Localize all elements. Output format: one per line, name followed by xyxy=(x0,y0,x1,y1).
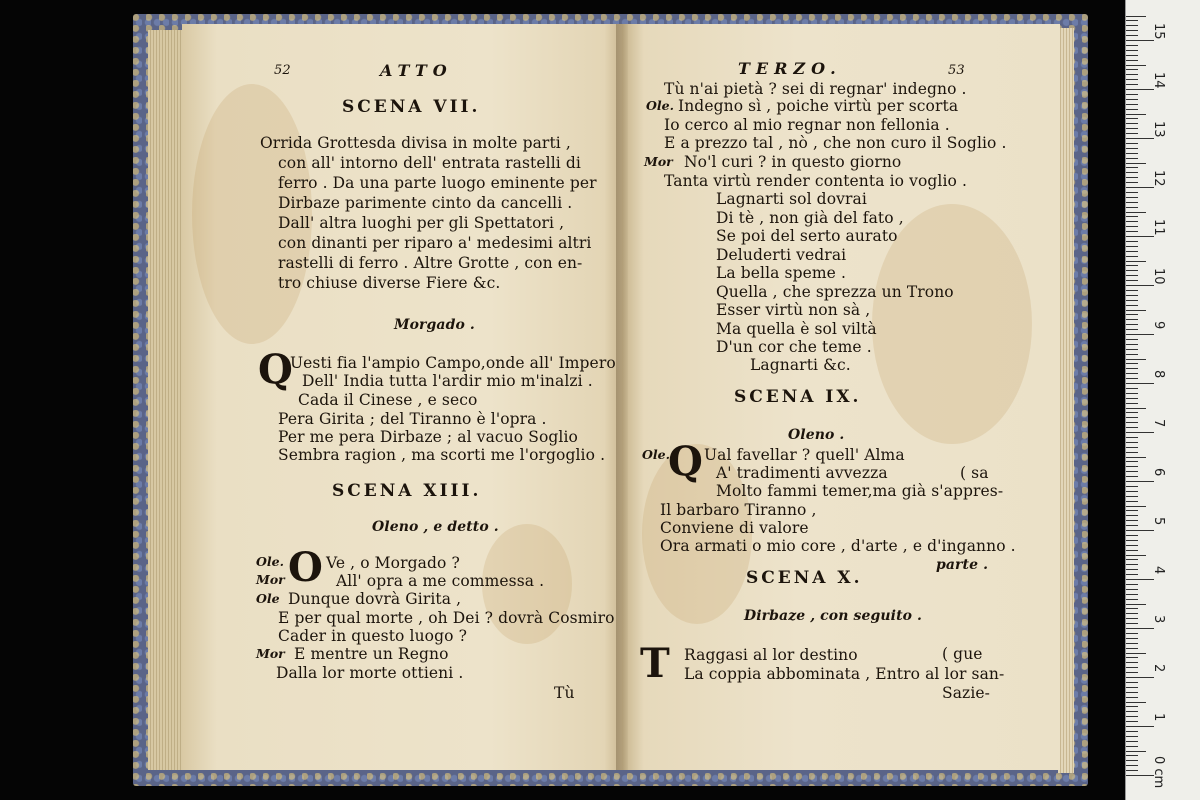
verse-line: La coppia abbominata , Entro al lor san- xyxy=(684,665,1005,683)
ruler-tick xyxy=(1126,569,1138,570)
ruler-tick xyxy=(1126,295,1138,296)
ruler-label: 8 xyxy=(1151,370,1166,379)
ruler-tick xyxy=(1126,628,1154,629)
ruler-tick xyxy=(1126,314,1138,315)
ruler-tick xyxy=(1126,79,1138,80)
scene-heading: SCENA VII. xyxy=(342,97,481,117)
ruler-label: 4 xyxy=(1151,566,1166,575)
ruler-tick xyxy=(1126,755,1138,756)
ruler-label: 0 cm xyxy=(1151,756,1166,789)
scene-heading: SCENA IX. xyxy=(734,387,862,407)
ruler-tick xyxy=(1126,50,1138,51)
ruler-tick xyxy=(1126,128,1138,129)
ruler-tick xyxy=(1126,408,1146,409)
dialogue-line: E per qual morte , oh Dei ? dovrà Cosmiro xyxy=(278,609,615,627)
page-number: 52 xyxy=(274,63,291,78)
ruler-tick xyxy=(1126,741,1138,742)
scene-characters: Oleno . xyxy=(788,427,845,443)
ruler-tick xyxy=(1126,25,1138,26)
ruler-tick xyxy=(1126,236,1154,237)
ruler-tick xyxy=(1126,265,1138,266)
ruler-tick xyxy=(1126,422,1138,423)
scene-characters: Dirbaze , con seguito . xyxy=(744,608,923,624)
ruler-tick xyxy=(1126,535,1138,536)
speaker-abbrev: Ole. xyxy=(646,98,674,113)
speaker-name: Morgado . xyxy=(394,317,475,333)
ruler-tick xyxy=(1126,388,1138,389)
ruler-tick xyxy=(1126,687,1138,688)
ruler-tick xyxy=(1126,677,1154,678)
ruler-tick xyxy=(1126,486,1138,487)
ruler-tick xyxy=(1126,608,1138,609)
dialogue-line: Io cerco al mio regnar non fellonia . xyxy=(664,116,950,134)
ruler-tick xyxy=(1126,442,1138,443)
ruler-tick xyxy=(1126,172,1138,173)
ruler-label: 14 xyxy=(1151,72,1166,89)
ruler-tick xyxy=(1126,74,1138,75)
stage-direction-line: Orrida Grottesda divisa in molte parti , xyxy=(260,134,571,152)
scene-heading: SCENA X. xyxy=(746,568,863,588)
dialogue-line: E a prezzo tal , nò , che non curo il Soglio . xyxy=(664,134,1007,152)
ruler-tick xyxy=(1126,545,1138,546)
ruler-tick xyxy=(1126,417,1138,418)
ruler-tick xyxy=(1126,564,1138,565)
drop-capital: Q xyxy=(258,346,293,393)
ruler-tick xyxy=(1126,559,1138,560)
running-head: TERZO. xyxy=(738,59,842,78)
ruler-tick xyxy=(1126,261,1146,262)
ruler-tick xyxy=(1126,251,1138,252)
ruler-tick xyxy=(1126,452,1138,453)
speaker-abbrev: Ole. xyxy=(642,447,670,462)
aria-line: Esser virtù non sà , xyxy=(716,301,871,319)
dialogue-line: Cader in questo luogo ? xyxy=(278,627,467,645)
aria-line: Quella , che sprezza un Trono xyxy=(716,283,954,301)
speaker-abbrev: Ole. xyxy=(256,554,284,569)
ruler-tick xyxy=(1126,770,1138,771)
dialogue-line: No'l curi ? in questo giorno xyxy=(684,153,902,171)
ruler-tick xyxy=(1126,368,1138,369)
page-number: 53 xyxy=(948,63,965,78)
ruler-tick xyxy=(1126,246,1138,247)
ruler-tick xyxy=(1126,133,1138,134)
ruler-tick xyxy=(1126,114,1146,115)
ruler-label: 15 xyxy=(1151,23,1166,40)
ruler-tick xyxy=(1126,383,1154,384)
ruler-tick xyxy=(1126,94,1138,95)
verse-line: Per me pera Dirbaze ; al vacuo Soglio xyxy=(278,428,578,446)
ruler-label: 13 xyxy=(1151,121,1166,138)
ruler-tick xyxy=(1126,662,1138,663)
dialogue-line: E mentre un Regno xyxy=(294,645,449,663)
dialogue-line: Tanta virtù render contenta io voglio . xyxy=(664,172,968,190)
aria-line: La bella speme . xyxy=(716,264,847,282)
ruler-tick xyxy=(1126,746,1138,747)
ruler-tick xyxy=(1126,300,1138,301)
ruler-tick xyxy=(1126,393,1138,394)
ruler-tick xyxy=(1126,30,1138,31)
speaker-abbrev: Mor xyxy=(644,154,673,169)
ruler-tick xyxy=(1126,143,1138,144)
aria-line: Deluderti vedrai xyxy=(716,246,847,264)
ruler-tick xyxy=(1126,437,1138,438)
ruler-tick xyxy=(1126,65,1146,66)
ruler-tick xyxy=(1126,726,1154,727)
ruler-tick xyxy=(1126,716,1138,717)
ruler-tick xyxy=(1126,574,1138,575)
ruler-tick xyxy=(1126,89,1154,90)
ruler-tick xyxy=(1126,118,1138,119)
ruler-tick xyxy=(1126,84,1138,85)
verse-line: Dell' India tutta l'ardir mio m'inalzi . xyxy=(302,372,593,390)
ruler-tick xyxy=(1126,349,1138,350)
left-page xyxy=(182,24,622,770)
ruler-tick xyxy=(1126,550,1138,551)
dialogue-line: Dunque dovrà Girita , xyxy=(288,590,462,608)
ruler-tick xyxy=(1126,104,1138,105)
dialogue-line: Indegno sì , poiche virtù per scorta xyxy=(678,97,959,115)
ruler-label: 6 xyxy=(1151,468,1166,477)
ruler-tick xyxy=(1126,197,1138,198)
speaker-abbrev: Ole xyxy=(256,591,280,606)
ruler-tick xyxy=(1126,207,1138,208)
ruler-tick xyxy=(1126,432,1154,433)
ruler-tick xyxy=(1126,344,1138,345)
ruler-tick xyxy=(1126,363,1138,364)
ruler-tick xyxy=(1126,221,1138,222)
ruler-tick xyxy=(1126,633,1138,634)
ruler-tick xyxy=(1126,109,1138,110)
ruler-tick xyxy=(1126,35,1138,36)
drop-capital: T xyxy=(640,640,670,687)
ruler-tick xyxy=(1126,123,1138,124)
ruler-tick xyxy=(1126,711,1138,712)
ruler-tick xyxy=(1126,212,1146,213)
aria-line: D'un cor che teme . xyxy=(716,338,872,356)
ruler-tick xyxy=(1126,692,1138,693)
ruler-tick xyxy=(1126,403,1138,404)
ruler-tick xyxy=(1126,706,1138,707)
ruler-tick xyxy=(1126,594,1138,595)
aria-line: Lagnarti sol dovrai xyxy=(716,190,867,208)
ruler-label: 2 xyxy=(1151,664,1166,673)
ruler-tick xyxy=(1126,481,1154,482)
ruler-tick xyxy=(1126,447,1138,448)
ruler-tick xyxy=(1126,496,1138,497)
ruler-tick xyxy=(1126,736,1138,737)
ruler-tick xyxy=(1126,241,1138,242)
ruler-tick xyxy=(1126,520,1138,521)
ruler-tick xyxy=(1126,398,1138,399)
ruler-tick xyxy=(1126,461,1138,462)
ruler-tick xyxy=(1126,618,1138,619)
ruler-tick xyxy=(1126,501,1138,502)
turnover-line: ( sa xyxy=(960,464,989,482)
ruler-tick xyxy=(1126,290,1138,291)
ruler-tick xyxy=(1126,697,1138,698)
ruler-tick xyxy=(1126,506,1146,507)
verse-line: Molto fammi temer,ma già s'appres- xyxy=(716,482,1004,500)
dialogue-line: Dalla lor morte ottieni . xyxy=(276,664,464,682)
exit-direction: parte . xyxy=(936,557,989,573)
ruler-tick xyxy=(1126,192,1138,193)
stage-direction-line: con dinanti per riparo a' medesimi altri xyxy=(278,234,592,252)
ruler-tick xyxy=(1126,324,1138,325)
ruler-tick xyxy=(1126,515,1138,516)
drop-capital: O xyxy=(288,544,323,591)
stage-direction-line: rastelli di ferro . Altre Grotte , con en- xyxy=(278,254,583,272)
gutter xyxy=(616,24,628,770)
ruler-tick xyxy=(1126,148,1138,149)
right-page xyxy=(622,24,1060,770)
ruler-label: 12 xyxy=(1151,170,1166,187)
ruler-tick xyxy=(1126,20,1138,21)
stage-direction-line: tro chiuse diverse Fiere &c. xyxy=(278,274,501,292)
ruler-tick xyxy=(1126,604,1146,605)
ruler-tick xyxy=(1126,555,1146,556)
ruler-tick xyxy=(1126,672,1138,673)
stage-direction-line: con all' intorno dell' entrata rastelli di xyxy=(278,154,581,172)
verse-line: Ual favellar ? quell' Alma xyxy=(704,446,905,464)
ruler-label: 10 xyxy=(1151,268,1166,285)
ruler-tick xyxy=(1126,373,1138,374)
ruler-tick xyxy=(1126,354,1138,355)
stage-direction-line: Dall' altra luoghi per gli Spettatori , xyxy=(278,214,565,232)
ruler-label: 9 xyxy=(1151,321,1166,330)
ruler-tick xyxy=(1126,329,1138,330)
ruler-tick xyxy=(1126,270,1138,271)
ruler-tick xyxy=(1126,643,1138,644)
ruler-tick xyxy=(1126,775,1154,776)
ruler-tick xyxy=(1126,751,1146,752)
verse-line: Raggasi al lor destino xyxy=(684,646,858,664)
ruler-tick xyxy=(1126,510,1138,511)
scene-characters: Oleno , e detto . xyxy=(372,519,499,535)
ruler-tick xyxy=(1126,579,1154,580)
ruler-tick xyxy=(1126,530,1154,531)
ruler-label: 5 xyxy=(1151,517,1166,526)
drop-capital: Q xyxy=(668,438,703,485)
speaker-abbrev: Mor xyxy=(256,572,285,587)
ruler-tick xyxy=(1126,226,1138,227)
ruler-tick xyxy=(1126,525,1138,526)
verse-line: A' tradimenti avvezza xyxy=(716,464,888,482)
ruler-tick xyxy=(1126,153,1138,154)
stage-direction-line: ferro . Da una parte luogo eminente per xyxy=(278,174,597,192)
ruler-tick xyxy=(1126,427,1138,428)
ruler-tick xyxy=(1126,589,1138,590)
ruler-label: 11 xyxy=(1151,219,1166,236)
ruler-label: 1 xyxy=(1151,713,1166,722)
ruler-tick xyxy=(1126,702,1146,703)
verse-line: Conviene di valore xyxy=(660,519,809,537)
dialogue-line: All' opra a me commessa . xyxy=(336,572,545,590)
ruler-tick xyxy=(1126,40,1154,41)
ruler-tick xyxy=(1126,55,1138,56)
verse-line: Il barbaro Tiranno , xyxy=(660,501,817,519)
aria-line: Se poi del serto aurato xyxy=(716,227,898,245)
ruler-tick xyxy=(1126,412,1138,413)
ruler-tick xyxy=(1126,613,1138,614)
ruler-tick xyxy=(1126,599,1138,600)
ruler-tick xyxy=(1126,99,1138,100)
ruler-tick xyxy=(1126,491,1138,492)
ruler-tick xyxy=(1126,275,1138,276)
verse-line: Cada il Cinese , e seco xyxy=(298,391,478,409)
ruler-tick xyxy=(1126,256,1138,257)
catchword: Sazie- xyxy=(942,684,990,702)
ruler-tick xyxy=(1126,187,1154,188)
ruler-tick xyxy=(1126,638,1138,639)
ruler-tick xyxy=(1126,319,1138,320)
speaker-abbrev: Mor xyxy=(256,646,285,661)
running-head: ATTO xyxy=(380,61,453,80)
ruler-tick xyxy=(1126,339,1138,340)
ruler-tick xyxy=(1126,231,1138,232)
turnover-line: ( gue xyxy=(942,645,983,663)
ruler-tick xyxy=(1126,202,1138,203)
ruler-tick xyxy=(1126,721,1138,722)
ruler-tick xyxy=(1126,648,1138,649)
ruler-label: 7 xyxy=(1151,419,1166,428)
ruler-tick xyxy=(1126,584,1138,585)
ruler-tick xyxy=(1126,69,1138,70)
ruler-tick xyxy=(1126,305,1138,306)
ruler-tick xyxy=(1126,177,1138,178)
ruler-tick xyxy=(1126,667,1138,668)
ruler-tick xyxy=(1126,466,1138,467)
ruler-tick xyxy=(1126,216,1138,217)
ruler-tick xyxy=(1126,310,1146,311)
ruler-tick xyxy=(1126,182,1138,183)
verse-line: Uesti fia l'ampio Campo,onde all' Impero xyxy=(290,354,616,372)
ruler-tick xyxy=(1126,16,1146,17)
stage-direction-line: Dirbaze parimente cinto da cancelli . xyxy=(278,194,573,212)
verse-line: Sembra ragion , ma scorti me l'orgoglio . xyxy=(278,446,606,464)
ruler-tick xyxy=(1126,45,1138,46)
ruler-tick xyxy=(1126,731,1138,732)
dialogue-line: Tù n'ai pietà ? sei di regnar' indegno . xyxy=(664,80,967,98)
ruler-tick xyxy=(1126,471,1138,472)
catchword: Tù xyxy=(554,684,575,702)
aria-line: Di tè , non già del fato , xyxy=(716,209,904,227)
verse-line: Ora armati o mio core , d'arte , e d'inganno . xyxy=(660,537,1016,555)
ruler-tick xyxy=(1126,765,1138,766)
aria-repeat: Lagnarti &c. xyxy=(750,356,851,374)
ruler-tick xyxy=(1126,158,1138,159)
dialogue-line: Ve , o Morgado ? xyxy=(326,554,460,572)
ruler-tick xyxy=(1126,280,1138,281)
ruler-tick xyxy=(1126,540,1138,541)
ruler-tick xyxy=(1126,657,1138,658)
ruler-tick xyxy=(1126,334,1154,335)
ruler-tick xyxy=(1126,138,1154,139)
ruler-tick xyxy=(1126,60,1138,61)
ruler-tick xyxy=(1126,653,1146,654)
ruler-tick xyxy=(1126,760,1138,761)
ruler-tick xyxy=(1126,378,1138,379)
ruler-label: 3 xyxy=(1151,615,1166,624)
aria-line: Ma quella è sol viltà xyxy=(716,320,877,338)
ruler-tick xyxy=(1126,163,1146,164)
ruler-tick xyxy=(1126,682,1138,683)
ruler-tick xyxy=(1126,623,1138,624)
ruler-tick xyxy=(1126,285,1154,286)
scene-heading: SCENA XIII. xyxy=(332,481,482,501)
ruler-tick xyxy=(1126,476,1138,477)
ruler-tick xyxy=(1126,457,1146,458)
verse-line: Pera Girita ; del Tiranno è l'opra . xyxy=(278,410,547,428)
ruler-tick xyxy=(1126,359,1146,360)
page-edges-right xyxy=(1058,28,1074,773)
ruler-tick xyxy=(1126,167,1138,168)
measurement-ruler xyxy=(1125,0,1200,800)
